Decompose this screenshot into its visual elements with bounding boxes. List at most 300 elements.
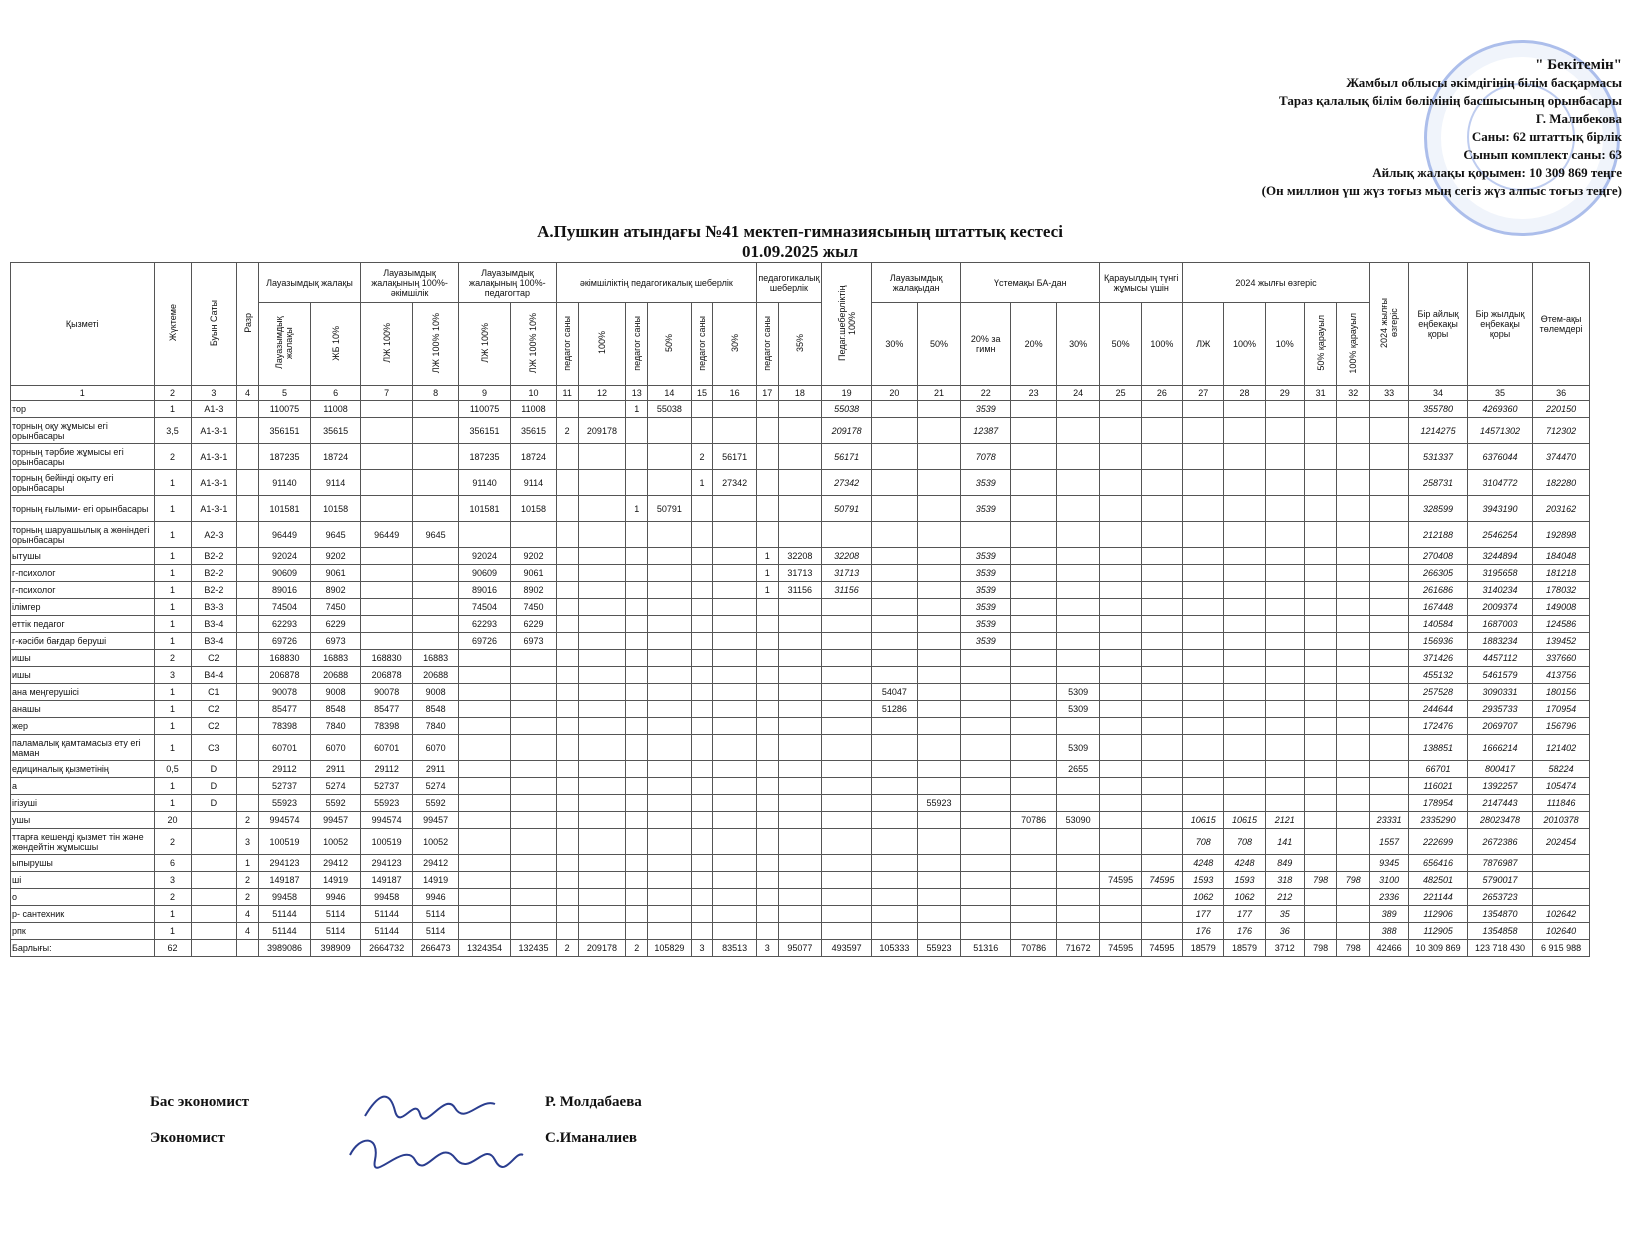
table-cell	[713, 778, 757, 795]
table-cell	[1370, 401, 1409, 418]
table-cell: С1	[191, 684, 237, 701]
table-cell	[1337, 889, 1370, 906]
table-cell: 4	[237, 906, 259, 923]
table-cell: 102640	[1533, 923, 1590, 940]
table-cell: 6	[154, 855, 191, 872]
table-cell: 56171	[822, 444, 872, 470]
table-row	[11, 401, 1590, 418]
table-cell: В2-2	[191, 565, 237, 582]
sub-header: ЛЖ 100% 10%	[511, 303, 557, 386]
table-cell: 116021	[1409, 778, 1468, 795]
sub-header: ЛЖ 100% 10%	[413, 303, 459, 386]
table-cell: 170954	[1533, 701, 1590, 718]
table-cell	[691, 401, 713, 418]
table-cell: 4457112	[1467, 650, 1532, 667]
table-cell	[648, 470, 691, 496]
table-cell	[626, 761, 648, 778]
table-cell	[1141, 616, 1182, 633]
table-cell	[458, 855, 510, 872]
table-cell: 51144	[258, 906, 310, 923]
table-cell	[917, 633, 961, 650]
table-cell	[822, 812, 872, 829]
table-cell	[872, 761, 918, 778]
role-chief-economist: Бас экономист	[150, 1094, 249, 1110]
table-cell	[1011, 761, 1057, 778]
table-cell	[917, 582, 961, 599]
table-cell	[1304, 582, 1337, 599]
column-number: 34	[1409, 386, 1468, 401]
table-cell: 10 309 869	[1409, 940, 1468, 957]
table-cell	[1100, 778, 1141, 795]
table-cell	[1100, 582, 1141, 599]
table-cell	[872, 633, 918, 650]
table-cell: 9114	[511, 470, 557, 496]
table-cell: 51316	[961, 940, 1011, 957]
table-cell: 1	[154, 718, 191, 735]
table-cell	[1141, 855, 1182, 872]
table-cell	[1141, 812, 1182, 829]
table-row	[11, 650, 1590, 667]
table-cell: 11008	[311, 401, 361, 418]
table-cell	[578, 616, 626, 633]
table-cell	[691, 701, 713, 718]
table-cell	[361, 616, 413, 633]
table-cell	[458, 778, 510, 795]
table-cell	[917, 684, 961, 701]
column-number: 28	[1224, 386, 1265, 401]
table-cell: 455132	[1409, 667, 1468, 684]
table-cell: D	[191, 795, 237, 812]
table-cell	[713, 650, 757, 667]
table-cell	[872, 889, 918, 906]
table-cell: 209178	[822, 418, 872, 444]
table-cell	[1183, 496, 1224, 522]
table-cell	[556, 855, 578, 872]
table-cell: С2	[191, 650, 237, 667]
table-cell	[1183, 418, 1224, 444]
table-cell	[1141, 889, 1182, 906]
table-cell: 69726	[458, 633, 510, 650]
table-cell	[458, 906, 510, 923]
table-cell: 356151	[458, 418, 510, 444]
table-cell: 798	[1337, 940, 1370, 957]
table-cell	[1183, 582, 1224, 599]
table-cell	[961, 718, 1011, 735]
table-cell: 70786	[1011, 940, 1057, 957]
table-cell: 110075	[258, 401, 310, 418]
table-cell: 138851	[1409, 735, 1468, 761]
table-cell	[1011, 650, 1057, 667]
header-change-2024: 2024 жылғы өзгеріс	[1370, 263, 1409, 386]
table-cell	[822, 923, 872, 940]
table-cell	[961, 795, 1011, 812]
table-cell	[1056, 522, 1100, 548]
table-cell	[872, 582, 918, 599]
table-cell	[1100, 470, 1141, 496]
table-cell	[648, 778, 691, 795]
table-cell	[1304, 718, 1337, 735]
table-cell: 1	[756, 582, 778, 599]
table-cell	[961, 701, 1011, 718]
table-cell: 7078	[961, 444, 1011, 470]
table-cell: 270408	[1409, 548, 1468, 565]
table-cell	[1337, 548, 1370, 565]
table-cell: В2-2	[191, 582, 237, 599]
sub-header: Лауазымдық жалақы	[258, 303, 310, 386]
sub-header: ЛЖ 100%	[361, 303, 413, 386]
table-cell: 56171	[713, 444, 757, 470]
table-cell: 3,5	[154, 418, 191, 444]
table-cell: 58224	[1533, 761, 1590, 778]
table-cell: 3539	[961, 470, 1011, 496]
position-name: ілімгер	[11, 599, 155, 616]
table-row	[11, 616, 1590, 633]
table-cell	[1011, 829, 1057, 855]
header-group-from-salary: Лауазымдық жалақыдан	[872, 263, 961, 303]
table-cell	[1304, 761, 1337, 778]
table-cell	[1183, 735, 1224, 761]
table-cell	[1224, 444, 1265, 470]
table-cell	[458, 812, 510, 829]
table-cell	[822, 778, 872, 795]
table-cell: 206878	[258, 667, 310, 684]
table-cell: 493597	[822, 940, 872, 957]
sub-header: 100%	[578, 303, 626, 386]
table-cell	[237, 401, 259, 418]
table-cell: 6973	[311, 633, 361, 650]
table-cell	[511, 855, 557, 872]
table-cell: 531337	[1409, 444, 1468, 470]
table-cell	[1265, 444, 1304, 470]
table-cell	[1183, 522, 1224, 548]
table-cell: 74504	[258, 599, 310, 616]
table-cell	[1370, 718, 1409, 735]
table-cell	[511, 735, 557, 761]
table-cell: 178954	[1409, 795, 1468, 812]
table-cell: 111846	[1533, 795, 1590, 812]
table-cell: 994574	[258, 812, 310, 829]
table-cell	[1304, 795, 1337, 812]
table-row	[11, 633, 1590, 650]
table-cell: 102642	[1533, 906, 1590, 923]
table-cell	[1100, 522, 1141, 548]
table-cell	[458, 889, 510, 906]
table-cell	[1141, 778, 1182, 795]
table-cell	[191, 906, 237, 923]
table-cell	[1337, 418, 1370, 444]
table-cell	[1056, 906, 1100, 923]
position-name: ші	[11, 872, 155, 889]
table-cell	[917, 812, 961, 829]
table-cell	[458, 872, 510, 889]
table-cell	[691, 761, 713, 778]
table-cell	[413, 401, 459, 418]
table-cell	[691, 548, 713, 565]
table-cell: 3	[237, 829, 259, 855]
position-name: ыпырушы	[11, 855, 155, 872]
table-cell	[1100, 855, 1141, 872]
table-cell: 656416	[1409, 855, 1468, 872]
table-cell	[778, 667, 821, 684]
table-cell	[1337, 735, 1370, 761]
table-cell: 337660	[1533, 650, 1590, 667]
table-cell: 74504	[458, 599, 510, 616]
position-name: торның бейінді оқыту егі орынбасары	[11, 470, 155, 496]
table-cell	[648, 548, 691, 565]
table-cell: 849	[1265, 855, 1304, 872]
table-cell: 124586	[1533, 616, 1590, 633]
table-cell	[458, 795, 510, 812]
table-cell	[872, 418, 918, 444]
table-cell	[361, 418, 413, 444]
table-cell: 2	[556, 940, 578, 957]
table-cell	[626, 616, 648, 633]
column-number: 10	[511, 386, 557, 401]
table-cell	[1265, 761, 1304, 778]
table-cell	[237, 522, 259, 548]
table-cell	[1100, 633, 1141, 650]
table-cell: 1062	[1183, 889, 1224, 906]
table-cell	[1265, 616, 1304, 633]
table-cell: 10158	[511, 496, 557, 522]
sub-header: педагог саны	[626, 303, 648, 386]
header-group-salary: Лауазымдық жалақы	[258, 263, 360, 303]
table-cell	[1056, 418, 1100, 444]
table-cell	[1224, 565, 1265, 582]
header-group-bonus: Үстемақы БА-дан	[961, 263, 1100, 303]
table-cell	[1183, 778, 1224, 795]
table-cell: 99458	[361, 889, 413, 906]
table-cell	[1183, 761, 1224, 778]
table-cell: 177	[1224, 906, 1265, 923]
table-cell: 1883234	[1467, 633, 1532, 650]
table-cell: 1324354	[458, 940, 510, 957]
table-cell	[556, 778, 578, 795]
table-cell: С2	[191, 718, 237, 735]
table-cell: 29412	[311, 855, 361, 872]
table-cell	[961, 812, 1011, 829]
table-cell: 5114	[413, 923, 459, 940]
table-cell	[1141, 829, 1182, 855]
table-cell: 7840	[311, 718, 361, 735]
table-cell: 1	[154, 923, 191, 940]
table-cell: 3	[756, 940, 778, 957]
table-cell	[556, 444, 578, 470]
column-number: 14	[648, 386, 691, 401]
table-cell: 14571302	[1467, 418, 1532, 444]
table-row	[11, 923, 1590, 940]
table-cell	[1056, 582, 1100, 599]
table-cell	[1100, 650, 1141, 667]
table-cell	[961, 829, 1011, 855]
table-cell: 14919	[311, 872, 361, 889]
column-number: 27	[1183, 386, 1224, 401]
table-cell: 318	[1265, 872, 1304, 889]
table-cell	[626, 812, 648, 829]
table-cell: А1-3	[191, 401, 237, 418]
table-cell	[872, 778, 918, 795]
table-cell	[1370, 761, 1409, 778]
table-cell: 85477	[361, 701, 413, 718]
table-cell: 1593	[1183, 872, 1224, 889]
table-cell	[556, 735, 578, 761]
table-cell	[756, 718, 778, 735]
table-cell: 90078	[361, 684, 413, 701]
table-cell	[237, 633, 259, 650]
table-cell: А1-3-1	[191, 418, 237, 444]
table-cell	[917, 872, 961, 889]
table-cell	[191, 889, 237, 906]
table-cell: 182280	[1533, 470, 1590, 496]
table-cell	[413, 633, 459, 650]
position-name: ана меңгерушісі	[11, 684, 155, 701]
table-cell: 74595	[1100, 872, 1141, 889]
table-cell: 5114	[413, 906, 459, 923]
table-row	[11, 444, 1590, 470]
table-cell	[872, 496, 918, 522]
table-cell: С3	[191, 735, 237, 761]
table-cell: 29112	[258, 761, 310, 778]
table-cell: 156796	[1533, 718, 1590, 735]
table-cell	[778, 718, 821, 735]
table-cell	[626, 684, 648, 701]
table-cell	[1304, 616, 1337, 633]
table-cell	[237, 582, 259, 599]
table-cell: 2	[237, 889, 259, 906]
table-cell: 266473	[413, 940, 459, 957]
table-cell	[917, 616, 961, 633]
table-cell	[778, 418, 821, 444]
table-cell	[1011, 565, 1057, 582]
table-row	[11, 667, 1590, 684]
approval-class-count: Сынып комплект саны: 63	[1463, 147, 1622, 162]
table-cell	[917, 667, 961, 684]
table-cell: 1666214	[1467, 735, 1532, 761]
table-cell	[872, 616, 918, 633]
table-cell	[578, 650, 626, 667]
table-cell	[713, 548, 757, 565]
table-cell	[1304, 735, 1337, 761]
table-cell	[822, 855, 872, 872]
table-cell	[1370, 496, 1409, 522]
table-cell: 172476	[1409, 718, 1468, 735]
table-cell	[578, 872, 626, 889]
table-cell: 187235	[258, 444, 310, 470]
column-number: 24	[1056, 386, 1100, 401]
table-row	[11, 889, 1590, 906]
table-cell	[578, 582, 626, 599]
table-cell	[1056, 855, 1100, 872]
total-row	[11, 940, 1590, 957]
table-cell	[648, 923, 691, 940]
table-cell: 176	[1224, 923, 1265, 940]
table-cell	[556, 667, 578, 684]
table-cell: 1	[756, 548, 778, 565]
table-cell	[1183, 599, 1224, 616]
table-cell	[917, 599, 961, 616]
table-cell	[578, 906, 626, 923]
table-cell: 2655	[1056, 761, 1100, 778]
table-row	[11, 812, 1590, 829]
column-number: 1	[11, 386, 155, 401]
table-cell	[1183, 633, 1224, 650]
table-cell	[1337, 701, 1370, 718]
table-cell	[713, 872, 757, 889]
table-cell: 294123	[361, 855, 413, 872]
table-cell	[1224, 582, 1265, 599]
table-cell	[626, 829, 648, 855]
table-cell: 5114	[311, 923, 361, 940]
table-cell	[556, 684, 578, 701]
table-cell: 328599	[1409, 496, 1468, 522]
table-cell	[1100, 735, 1141, 761]
table-cell: 388	[1370, 923, 1409, 940]
column-number: 35	[1467, 386, 1532, 401]
table-cell: 3140234	[1467, 582, 1532, 599]
table-cell	[1011, 889, 1057, 906]
table-cell	[556, 761, 578, 778]
table-cell: А1-3-1	[191, 444, 237, 470]
table-cell	[648, 582, 691, 599]
table-cell: 222699	[1409, 829, 1468, 855]
table-cell	[1056, 829, 1100, 855]
table-cell	[756, 761, 778, 778]
sub-header: 10%	[1265, 303, 1304, 386]
approval-staff-count: Саны: 62 штаттық бірлік	[1471, 129, 1622, 144]
approval-position: Тараз қалалық білім бөлімінің басшысының орынбасары	[1279, 93, 1622, 108]
table-row	[11, 565, 1590, 582]
table-cell: 221144	[1409, 889, 1468, 906]
table-cell	[1011, 582, 1057, 599]
approval-block	[1262, 56, 1622, 200]
table-row	[11, 470, 1590, 496]
table-cell	[1224, 761, 1265, 778]
table-cell: 1062	[1224, 889, 1265, 906]
column-number: 3	[191, 386, 237, 401]
sub-header: 30%	[1056, 303, 1100, 386]
table-cell: 2	[626, 940, 648, 957]
table-cell	[691, 650, 713, 667]
table-cell	[361, 599, 413, 616]
table-cell	[713, 401, 757, 418]
table-cell	[1100, 701, 1141, 718]
column-number: 13	[626, 386, 648, 401]
table-cell	[917, 761, 961, 778]
table-cell: 3539	[961, 633, 1011, 650]
table-cell: 5274	[311, 778, 361, 795]
table-cell	[1224, 684, 1265, 701]
table-cell: 1	[154, 735, 191, 761]
table-cell: 89016	[258, 582, 310, 599]
table-cell	[511, 701, 557, 718]
table-cell	[713, 684, 757, 701]
table-cell: 32208	[778, 548, 821, 565]
table-cell: 6070	[311, 735, 361, 761]
position-name: торның оқу жұмысы егі орынбасары	[11, 418, 155, 444]
table-cell	[1337, 855, 1370, 872]
table-cell	[822, 522, 872, 548]
table-cell	[917, 496, 961, 522]
table-cell: 1	[626, 496, 648, 522]
table-cell	[756, 667, 778, 684]
table-cell	[1337, 582, 1370, 599]
table-cell: 100519	[258, 829, 310, 855]
table-cell	[511, 667, 557, 684]
table-cell: 5309	[1056, 701, 1100, 718]
table-cell	[872, 923, 918, 940]
table-cell	[961, 889, 1011, 906]
table-cell	[556, 795, 578, 812]
